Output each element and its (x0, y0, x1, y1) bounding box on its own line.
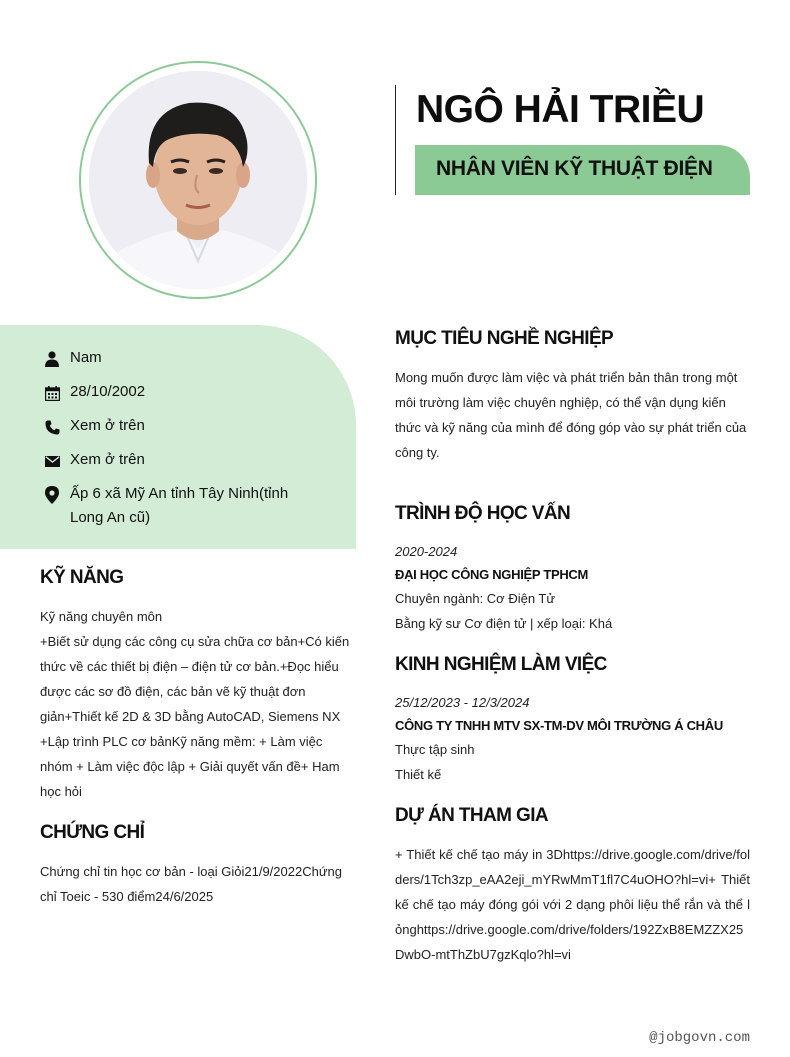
certificates-text: Chứng chỉ tin học cơ bản - loại Giỏi21/9/2022Chứng chỉ Toeic - 530 điểm24/6/2025 (40, 864, 342, 904)
experience-task: Thiết kế (395, 767, 442, 782)
projects-heading: DỰ ÁN THAM GIA (395, 805, 549, 826)
experience-period: 25/12/2023 - 12/3/2024 (395, 695, 530, 710)
birthday-text: 28/10/2002 (70, 383, 146, 400)
education-heading: TRÌNH ĐỘ HỌC VẤN (395, 503, 571, 524)
address-text: Ấp 6 xã Mỹ An tỉnh Tây Ninh(tỉnh Long An cũ) (70, 485, 289, 526)
phone-icon (44, 418, 60, 436)
info-address (44, 485, 314, 530)
info-phone (44, 417, 145, 438)
footer-watermark: @jobgovn.com (649, 1030, 750, 1046)
education-school: ĐẠI HỌC CÔNG NGHIỆP TPHCM (395, 567, 589, 582)
email-text: Xem ở trên (70, 451, 145, 468)
candidate-name: NGÔ HẢI TRIỀU (416, 88, 705, 131)
education-period: 2020-2024 (395, 544, 458, 559)
job-title: NHÂN VIÊN KỸ THUẬT ĐIỆN (436, 157, 713, 180)
projects-text: + Thiết kế chế tạo máy in 3Dhttps://drive.google.com/drive/folders/1Tch3zp_eAA2eji_mYRwMmT1fl7C4uOHO?hl=vi+ Thiết kế chế tạo máy đóng gói với 2 dạng phôi liệu thể rắn và thể lỏnghttps://drive.google.com/drive/folders/192ZxB8EMZZX25DwbO-mtThZbU7gzKqlo?hl=vi (395, 847, 750, 962)
skills-heading: KỸ NĂNG (40, 567, 124, 588)
objective-heading: MỤC TIÊU NGHỀ NGHIỆP (395, 328, 614, 349)
education-major: Chuyên ngành: Cơ Điện Tử (395, 591, 556, 606)
skills-text: Kỹ năng chuyên môn +Biết sử dụng các công cụ sửa chữa cơ bản+Có kiến thức về các thiết bị điện – điện tử cơ bản.+Đọc hiểu được các sơ đồ điện, các bản vẽ kỹ thuật đơn giản+Thiết kế 2D & 3D bằng AutoCAD, Siemens NX +Lập trình PLC cơ bảnKỹ năng mềm: + Làm việc nhóm + Làm việc độc lập + Giải quyết vấn đề+ Ham học hỏi (40, 609, 350, 799)
gender-text: Nam (70, 349, 102, 366)
experience-company: CÔNG TY TNHH MTV SX-TM-DV MÔI TRƯỜNG Á CHÂU (395, 718, 723, 733)
header-divider (395, 85, 396, 195)
experience-position: Thực tập sinh (395, 742, 475, 757)
objective-text: Mong muốn được làm việc và phát triển bản thân trong một môi trường làm việc chuyên nghiệp, có thể vận dụng kiến thức và kỹ năng của mình để đóng góp vào sự phát triển của công ty. (395, 370, 747, 460)
mail-icon (44, 452, 60, 470)
certificates-heading: CHỨNG CHỈ (40, 822, 145, 843)
experience-heading: KINH NGHIỆM LÀM VIỆC (395, 654, 607, 675)
education-degree: Bằng kỹ sư Cơ điện tử | xếp loại: Khá (395, 616, 613, 631)
phone-text: Xem ở trên (70, 417, 145, 434)
info-email (44, 451, 145, 472)
person-icon (44, 350, 60, 368)
location-pin-icon (44, 486, 60, 504)
calendar-icon (44, 384, 60, 402)
profile-photo (89, 71, 307, 289)
info-gender (44, 349, 102, 370)
info-birthday (44, 383, 145, 404)
